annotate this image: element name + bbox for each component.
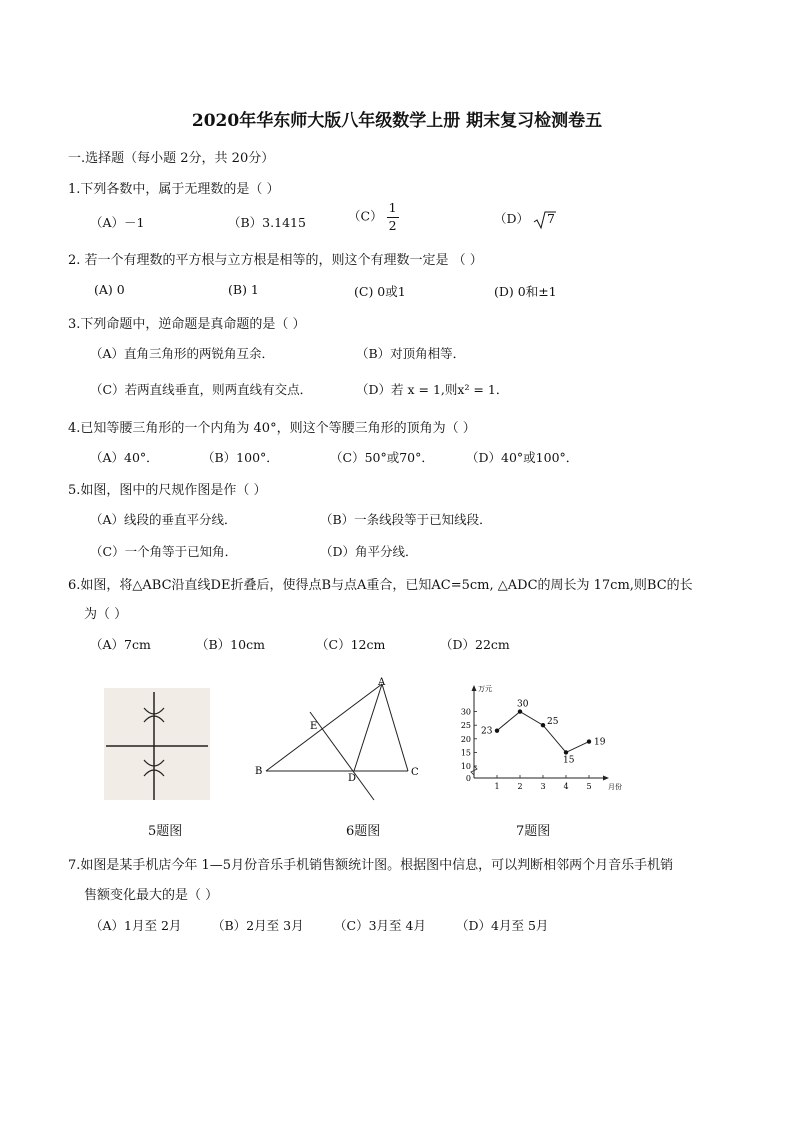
vertex-b-label: B <box>255 766 263 777</box>
x-tick-label: 2 <box>517 782 523 791</box>
question-7-option-b: （B）2月至 3月 <box>212 918 304 933</box>
question-6-stem-line-2: 为（ ） <box>84 607 128 622</box>
section-heading: 一.选择题（每小题 2分，共 20分） <box>68 151 275 166</box>
radicand: 7 <box>547 211 555 226</box>
question-7-option-d: （D）4月至 5月 <box>456 918 549 933</box>
question-5-option-a: （A）线段的垂直平分线． <box>90 512 237 527</box>
question-7-stem-line-1: 7.如图是某手机店今年 1—5月份音乐手机销售额统计图。根据图中信息，可以判断相邻两个月音乐手机销 <box>68 858 674 873</box>
question-1-option-d <box>494 209 555 230</box>
data-label: 15 <box>563 755 575 766</box>
question-1-option-a: （A）－1 <box>90 215 145 230</box>
series-line <box>497 712 589 753</box>
question-1-option-d-label: （D） <box>494 211 530 226</box>
y-tick-label: 15 <box>460 748 471 758</box>
question-3-option-c: （C）若两直线垂直，则两直线有交点． <box>90 382 313 397</box>
question-7-stem-line-2: 售额变化最大的是（ ） <box>84 888 219 903</box>
data-point <box>518 709 522 713</box>
question-6-option-d: （D）22cm <box>440 637 510 652</box>
question-2-stem: 2. 若一个有理数的平方根与立方根是相等的，则这个有理数一定是 （ ） <box>68 253 483 268</box>
x-tick-label: 3 <box>540 782 546 791</box>
vertex-a-label: A <box>378 677 386 688</box>
x-tick-label: 1 <box>494 782 500 791</box>
y-tick-label: 20 <box>460 734 471 744</box>
question-6-option-c: （C）12cm <box>316 637 386 652</box>
fraction-denominator: 2 <box>388 217 397 233</box>
vertex-c-label: C <box>411 767 419 778</box>
question-3-option-d: （D）若 x = 1,则x² = 1． <box>356 382 509 397</box>
question-5-stem: 5.如图，图中的尺规作图是作（ ） <box>68 483 267 498</box>
question-1-option-c-label: （C） <box>348 208 383 224</box>
vertex-e-label: E <box>310 721 318 732</box>
question-1-option-b: （B）3.1415 <box>228 215 306 230</box>
question-4-option-c: （C）50°或70°． <box>330 450 434 465</box>
question-4-option-d: （D）40°或100°． <box>466 450 579 465</box>
question-7-option-a: （A）1月至 2月 <box>90 918 182 933</box>
question-1-option-c <box>348 202 399 232</box>
data-point <box>495 728 499 732</box>
figure-6-triangle <box>250 674 426 804</box>
question-3-option-a: （A）直角三角形的两锐角互余． <box>90 346 275 361</box>
question-6-stem-line-1: 6.如图，将△ABC沿直线DE折叠后，使得点B与点A重合，已知AC=5cm, △ADC的周长为 17cm,则BC的长 <box>68 578 693 593</box>
data-label: 19 <box>594 737 606 748</box>
y-tick-label: 25 <box>460 721 471 731</box>
question-4-stem: 4.已知等腰三角形的一个内角为 40°，则这个等腰三角形的顶角为（ ） <box>68 421 476 436</box>
figure-5-caption: 5题图 <box>148 824 183 839</box>
x-tick-label: 4 <box>563 782 569 791</box>
y-tick-label: 10 <box>460 762 471 771</box>
question-4-option-b: （B）100°． <box>202 450 279 465</box>
figure-7-caption: 7题图 <box>516 824 551 839</box>
question-5-option-b: （B）一条线段等于已知线段． <box>320 512 492 527</box>
question-2-option-a: (A) 0 <box>94 282 125 297</box>
figure-6-caption: 6题图 <box>346 824 381 839</box>
x-tick-label: 5 <box>586 782 592 791</box>
fraction <box>387 202 399 232</box>
question-5-option-c: （C）一个角等于已知角． <box>90 544 238 559</box>
vertex-d-label: D <box>348 773 357 784</box>
data-point <box>564 750 568 754</box>
question-4-option-a: （A）40°． <box>90 450 159 465</box>
data-label: 30 <box>517 699 529 710</box>
question-5-option-d: （D）角平分线． <box>320 544 418 559</box>
question-6-option-a: （A）7cm <box>90 637 151 652</box>
question-3-option-b: （B）对顶角相等． <box>356 346 466 361</box>
data-label: 25 <box>547 717 559 728</box>
question-7-option-c: （C）3月至 4月 <box>334 918 426 933</box>
figure-5-construction <box>104 688 210 804</box>
y-axis-label: 万元 <box>478 685 492 693</box>
y-tick-label: 30 <box>460 707 471 717</box>
question-2-option-b: (B) 1 <box>228 282 259 297</box>
x-axis-arrow-icon <box>603 776 609 781</box>
data-point <box>541 723 545 727</box>
question-1-stem: 1.下列各数中，属于无理数的是（ ） <box>68 182 280 197</box>
question-2-option-c: (C) 0或1 <box>354 284 406 299</box>
question-6-option-b: （B）10cm <box>196 637 265 652</box>
data-point <box>587 739 591 743</box>
question-3-stem: 3.下列命题中，逆命题是真命题的是（ ） <box>68 317 306 332</box>
figure-7-line-chart <box>456 680 636 798</box>
y-tick-label: 0 <box>465 774 471 783</box>
y-axis-arrow-icon <box>472 685 477 691</box>
data-label: 23 <box>481 726 493 737</box>
page-title: 2020年华东师大版八年级数学上册 期末复习检测卷五 <box>191 111 603 131</box>
question-2-option-d: (D) 0和±1 <box>494 284 557 299</box>
x-axis-label: 月份 <box>608 783 622 791</box>
fraction-numerator: 1 <box>387 202 399 218</box>
